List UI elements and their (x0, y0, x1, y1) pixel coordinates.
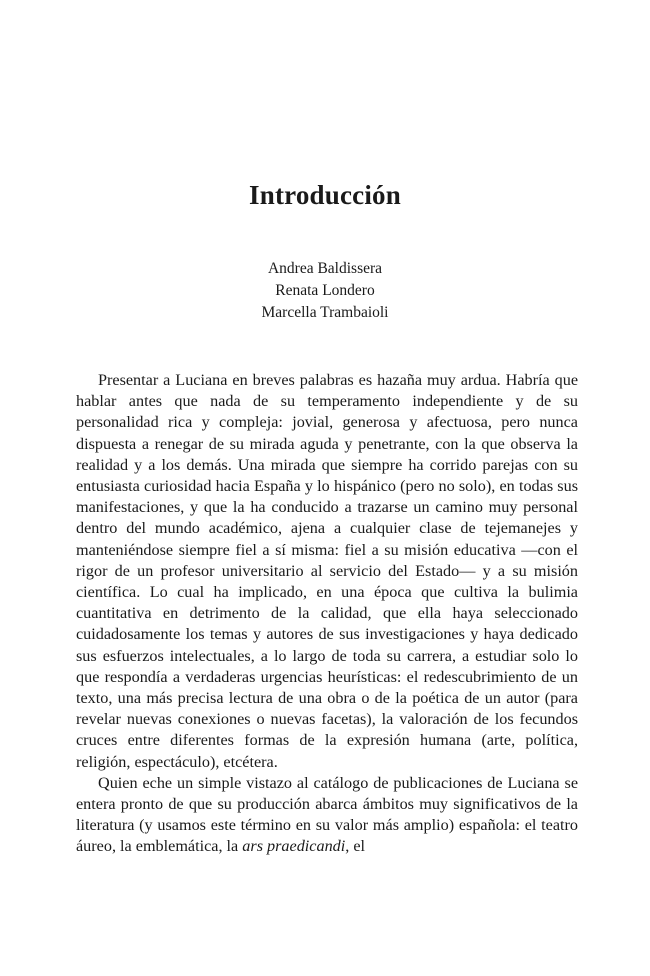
paragraph-text: Quien eche un simple vistazo al catálogo de publicaciones de Luciana se entera pronto de que su producción abarca ámbitos muy significativos de la literatura (y usamos este término en su valor más amplio) española: el teatro áureo, la emblemática, la (76, 773, 578, 856)
author-name: Renata Londero (275, 282, 375, 299)
author-list (0, 258, 650, 324)
chapter-title: Introducción (249, 180, 401, 210)
italic-term: ars praedicandi (242, 837, 346, 856)
paragraph: Presentar a Luciana en breves palabras es hazaña muy ardua. Habría que hablar antes que nada de su temperamento independiente y de su personalidad rica y compleja: jovial, generosa y afectuosa, pero nunca dispuesta a renegar de su mirada aguda y penetrante, con la que observa la realidad y a los demás. Una mirada que siempre ha corrido parejas con su entusiasta curiosidad hacia España y lo hispánico (pero no solo), en todas sus manifestaciones, y que la ha conducido a trazarse un camino muy personal dentro del mundo académico, ajena a cualquier clase de tejemanejes y manteniéndose siempre fiel a sí misma: fiel a su misión educativa —con el rigor de un profesor universitario al servicio del Estado— y a su misión científica. Lo cual ha implicado, en una época que cultiva la bulimia cuantitativa en detrimento de la calidad, que ella haya seleccionado cuidadosamente los temas y autores de sus investigaciones y haya dedicado sus esfuerzos intelectuales, a lo largo de toda su carrera, a estudiar solo lo que respondía a verdaderas urgencias heurísticas: el redescubrimiento de un texto, una más precisa lectura de una obra o de la poética de un autor (para revelar nuevas conexiones o nuevas facetas), la valoración de los fecundos cruces entre diferentes formas de la expresión humana (arte, política, religión, espectáculo), etcétera. (76, 371, 578, 771)
author-name: Marcella Trambaioli (261, 304, 389, 321)
author-name: Andrea Baldissera (267, 260, 383, 277)
paragraph (76, 773, 578, 858)
paragraph-text: , el (345, 837, 366, 856)
body-text (76, 370, 578, 858)
